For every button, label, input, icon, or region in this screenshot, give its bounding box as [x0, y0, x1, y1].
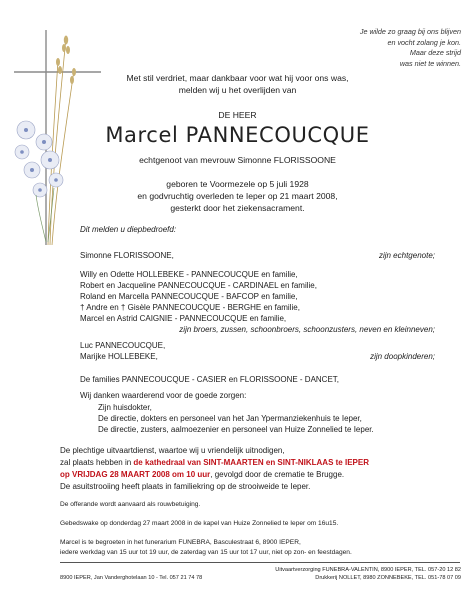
funeral-home-line-2: iedere werkdag van 15 uur tot 19 uur, de zaterdag van 15 uur tot 17 uur, niet op zon- en feestdagen.: [60, 549, 352, 556]
thanks-intro: Wij danken waarderend voor de goede zorgen:: [80, 391, 247, 400]
service-date: op VRIJDAG 28 MAART 2008 om 10 uur: [60, 470, 211, 479]
service-line-4: De asuitstrooiing heeft plaats in familiekring op de strooiweide te Ieper.: [60, 482, 311, 491]
sibling-line: Robert en Jacqueline PANNECOUCQUE - CARDINAEL en familie,: [80, 281, 317, 290]
footer-divider: [60, 562, 460, 563]
godchildren-role: zijn doopkinderen;: [370, 352, 435, 361]
families-line: De families PANNECOUCQUE - CASIER en FLORISSOONE - DANCET,: [80, 375, 340, 384]
quote-line-4: was niet te winnen.: [399, 58, 461, 68]
footer-right-line-2: Drukkerij NOLLET, 8980 ZONNEBEKE, TEL. 051-78 07 09: [315, 575, 461, 581]
service-cremation: , gevolgd door de crematie te Brugge.: [210, 470, 345, 479]
quote-line-3: Maar deze strijd: [409, 48, 461, 57]
service-line-2: [60, 458, 369, 467]
sibling-line: † Andre en † Gisèle PANNECOUCQUE - BERGHE en familie,: [80, 303, 300, 312]
siblings-role: zijn broers, zussen, schoonbroers, schoonzusters, neven en kleinneven;: [179, 325, 435, 334]
wake-line: Gebedswake op donderdag 27 maart 2008 in de kapel van Huize Zonnelied te Ieper om 16u15.: [60, 520, 339, 527]
deceased-name: Marcel PANNECOUCQUE: [105, 123, 370, 147]
godchild-line: Luc PANNECOUCQUE,: [80, 341, 166, 350]
service-location: de kathedraal van SINT-MAARTEN en SINT-NIKLAAS te IEPER: [133, 458, 369, 467]
thanks-line: Zijn huisdokter,: [98, 403, 152, 412]
sibling-line: Roland en Marcella PANNECOUCQUE - BAFCOP en familie,: [80, 292, 298, 301]
service-location-intro: zal plaats hebben in: [60, 458, 134, 467]
thanks-line: De directie, zusters, aalmoezenier en personeel van Huize Zonnelied te Ieper.: [98, 425, 374, 434]
grief-heading: Dit melden u diepbedroefd:: [80, 225, 177, 234]
spouse-role: zijn echtgenote;: [378, 251, 435, 260]
quote-line-1: Je wilde zo graag bij ons blijven: [359, 27, 461, 36]
spouse-line: echtgenoot van mevrouw Simonne FLORISSOONE: [139, 155, 336, 165]
footer-left: 8900 IEPER, Jan Vanderghotelaan 10 - Tel. 057 21 74 78: [60, 575, 203, 581]
service-line-1: De plechtige uitvaartdienst, waartoe wij u vriendelijk uitnodigen,: [60, 446, 285, 455]
quote-line-2: en vocht zolang je kon.: [387, 37, 461, 47]
thanks-line: De directie, dokters en personeel van het Jan Ypermanziekenhuis te Ieper,: [98, 414, 362, 423]
godchild-line: Marijke HOLLEBEKE,: [80, 352, 158, 361]
sacrament-line: gesterkt door het ziekensacrament.: [170, 203, 305, 213]
intro-line-1: Met stil verdriet, maar dankbaar voor wat hij voor ons was,: [126, 73, 349, 83]
footer-right-line-1: Uitvaartverzorging FUNEBRA-VALENTIN, 8900 IEPER, TEL. 057-20 12 82: [275, 567, 461, 573]
service-line-3: [60, 470, 344, 479]
sibling-line: Willy en Odette HOLLEBEKE - PANNECOUCQUE en familie,: [80, 270, 298, 279]
intro-line-2: melden wij u het overlijden van: [178, 85, 297, 95]
de-heer: DE HEER: [218, 110, 257, 120]
offering-line: De offerande wordt aanvaard als rouwbetuiging.: [60, 501, 201, 508]
spouse-name: Simonne FLORISSOONE,: [80, 251, 174, 260]
sibling-line: Marcel en Astrid CAIGNIE - PANNECOUCQUE en familie,: [80, 314, 287, 323]
funeral-home-line-1: Marcel is te begroeten in het funerarium FUNEBRA, Basculestraat 6, 8900 IEPER,: [60, 539, 301, 546]
birth-line: geboren te Voormezele op 5 juli 1928: [166, 179, 309, 189]
death-line: en godvruchtig overleden te Ieper op 21 maart 2008,: [137, 191, 338, 201]
